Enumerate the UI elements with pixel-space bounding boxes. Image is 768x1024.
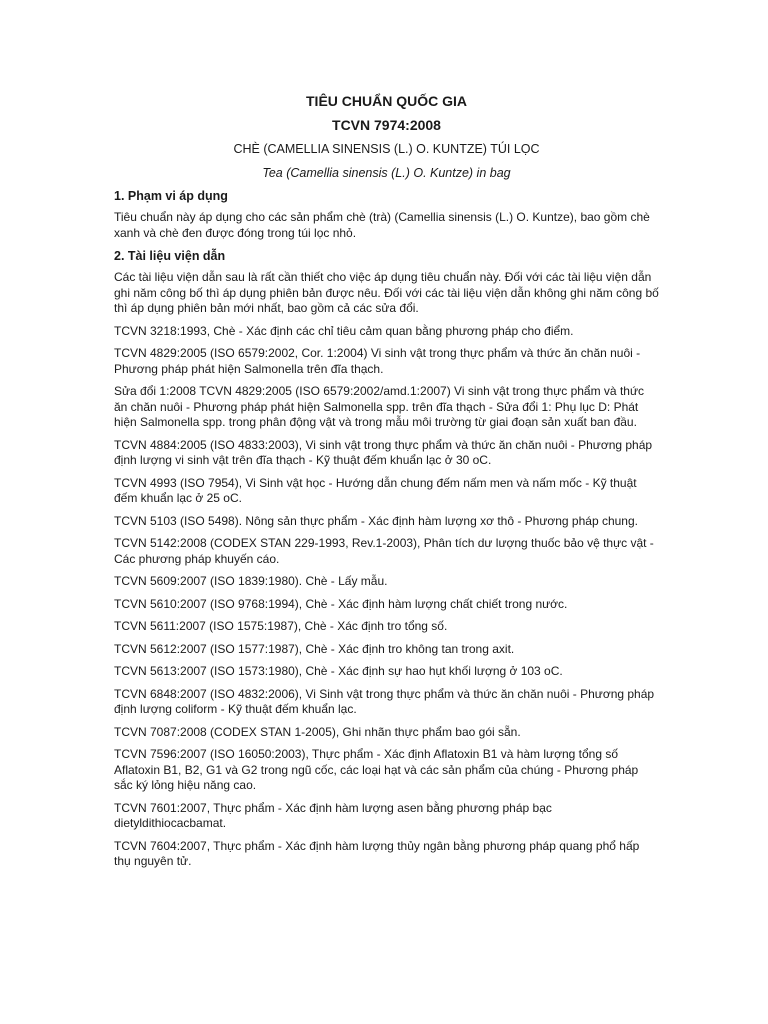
reference-item: TCVN 7601:2007, Thực phẩm - Xác định hàm lượng asen bằng phương pháp bạc dietyldithiocacbamat. [114, 800, 552, 830]
reference-item: TCVN 4829:2005 (ISO 6579:2002, Cor. 1:2004) Vi sinh vật trong thực phẩm và thức ăn chăn nuôi - Phương pháp phát hiện Salmonella trên đĩa thạch. [114, 346, 641, 376]
reference-item: TCVN 7087:2008 (CODEX STAN 1-2005), Ghi nhãn thực phẩm bao gói sẵn. [114, 724, 521, 739]
reference-item: TCVN 6848:2007 (ISO 4832:2006), Vi Sinh vật trong thực phẩm và thức ăn chăn nuôi - Phương pháp định lượng coliform - Kỹ thuật đếm khuẩn lạc. [114, 686, 655, 716]
reference-item: TCVN 5613:2007 (ISO 1573:1980), Chè - Xác định sự hao hụt khối lượng ở 103 oC. [114, 664, 563, 678]
document-page [114, 92, 659, 877]
reference-item: TCVN 4884:2005 (ISO 4833:2003), Vi sinh vật trong thực phẩm và thức ăn chăn nuôi - Phương pháp định lượng vi sinh vật trên đĩa thạch - Kỹ thuật đếm khuẩn lạc ở 30 oC. [114, 437, 653, 467]
document-subtitle-en: Tea (Camellia sinensis (L.) O. Kuntze) in bag [262, 166, 511, 180]
reference-item: TCVN 7604:2007, Thực phẩm - Xác định hàm lượng thủy ngân bằng phương pháp quang phổ hấp thụ nguyên tử. [114, 838, 640, 868]
section-2-heading: 2. Tài liệu viện dẫn [114, 249, 226, 263]
reference-item: TCVN 5612:2007 (ISO 1577:1987), Chè - Xác định tro không tan trong axit. [114, 641, 515, 656]
section-2-intro: Các tài liệu viện dẫn sau là rất cần thiết cho việc áp dụng tiêu chuẩn này. Đối với các tài liệu viện dẫn ghi năm công bố thì áp dụng phiên bản được nêu. Đối với các tài liệu viện dẫn không ghi năm công bố thì áp dụng phiên bản mới nhất, bao gồm cả các sửa đổi. [114, 270, 659, 315]
reference-item: TCVN 7596:2007 (ISO 16050:2003), Thực phẩm - Xác định Aflatoxin B1 và hàm lượng tổng số Aflatoxin B1, B2, G1 và G2 trong ngũ cốc, các loại hạt và các sản phẩm của chúng - Phương pháp sắc ký lỏng hiệu năng cao. [114, 747, 639, 792]
section-1-heading: 1. Phạm vi áp dụng [114, 189, 228, 203]
reference-item: TCVN 5103 (ISO 5498). Nông sản thực phẩm - Xác định hàm lượng xơ thô - Phương pháp chung. [114, 513, 638, 528]
reference-item: TCVN 5609:2007 (ISO 1839:1980). Chè - Lấy mẫu. [114, 574, 388, 588]
reference-item: TCVN 3218:1993, Chè - Xác định các chỉ tiêu cảm quan bằng phương pháp cho điểm. [114, 323, 574, 338]
reference-item: TCVN 5611:2007 (ISO 1575:1987), Chè - Xác định tro tổng số. [114, 619, 448, 633]
reference-item: TCVN 5610:2007 (ISO 9768:1994), Chè - Xác định hàm lượng chất chiết trong nước. [114, 596, 568, 611]
section-1-text: Tiêu chuẩn này áp dụng cho các sản phẩm chè (trà) (Camellia sinensis (L.) O. Kuntze), bao gồm chè xanh và chè đen được đóng trong túi lọc nhỏ. [114, 210, 650, 240]
document-title: TIÊU CHUẨN QUỐC GIA [306, 93, 467, 109]
reference-item: Sửa đổi 1:2008 TCVN 4829:2005 (ISO 6579:2002/amd.1:2007) Vi sinh vật trong thực phẩm và thức ăn chăn nuôi - Phương pháp phát hiện Salmonella spp. trên đĩa thạch - Sửa đổi 1: Phụ lục D: Phát hiện Salmonella spp. trong phân động vật và trong mẫu môi trường từ giai đoạn sản xuất ban đầu. [114, 384, 644, 429]
reference-list [114, 324, 659, 870]
reference-item: TCVN 5142:2008 (CODEX STAN 229-1993, Rev.1-2003), Phân tích dư lượng thuốc bảo vệ thực vật - Các phương pháp khuyến cáo. [114, 536, 654, 566]
document-subtitle-vi: CHÈ (CAMELLIA SINENSIS (L.) O. KUNTZE) TÚI LỌC [233, 142, 540, 156]
reference-item: TCVN 4993 (ISO 7954), Vi Sinh vật học - Hướng dẫn chung đếm nấm men và nấm mốc - Kỹ thuật đếm khuẩn lạc ở 25 oC. [114, 475, 637, 505]
standard-code: TCVN 7974:2008 [332, 117, 441, 133]
